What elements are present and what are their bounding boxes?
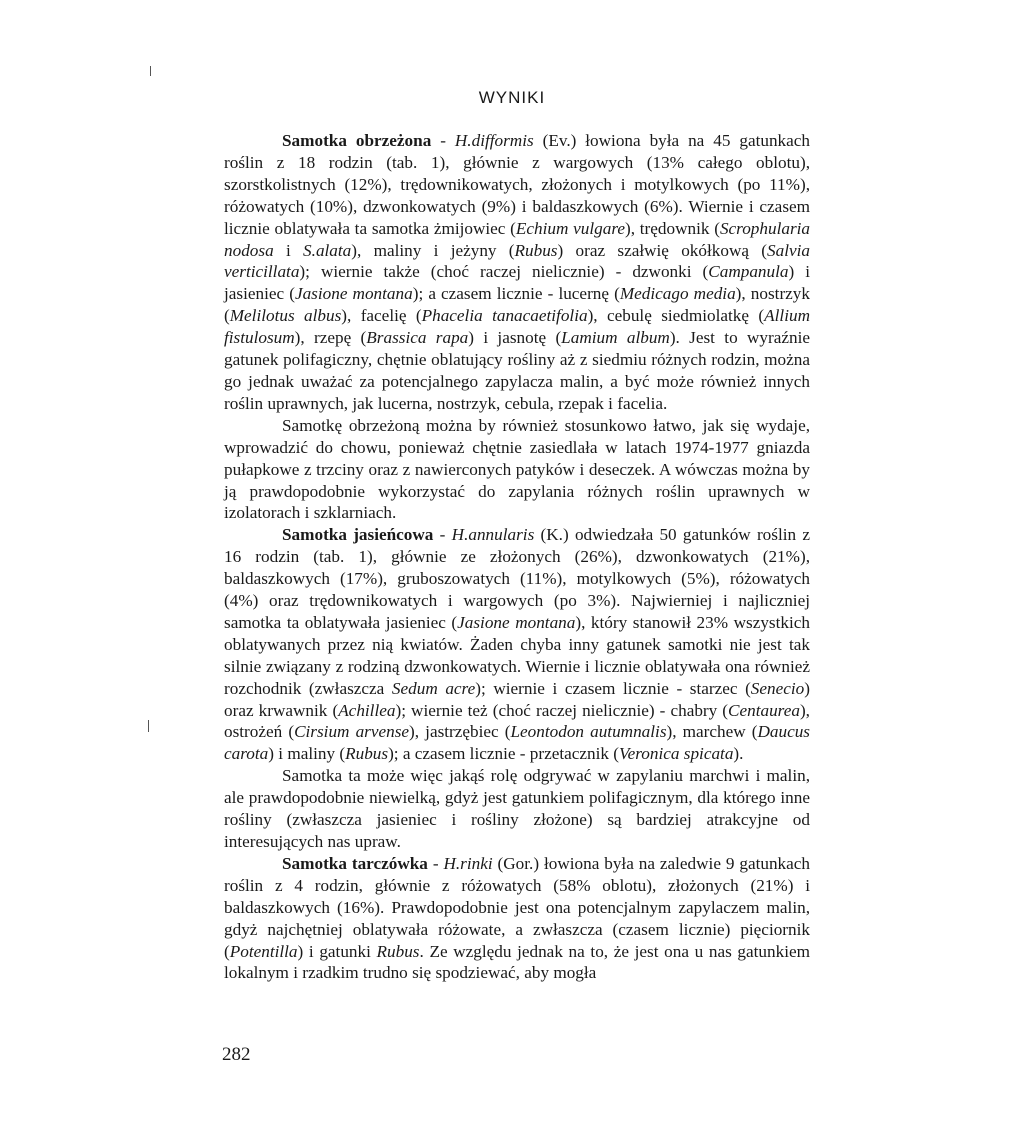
paragraph-p1: [224, 130, 810, 415]
latin-name: Potentilla: [229, 941, 298, 961]
paragraph-p3: [224, 524, 810, 765]
latin-name: Campanula: [708, 262, 789, 282]
paragraph-text: ), cebulę siedmiolatkę (: [587, 306, 765, 326]
latin-name: Sedum acre: [391, 678, 476, 698]
latin-name: Lamium album: [561, 328, 670, 348]
paragraph-text: ); wiernie także (choć raczej nielicznie) - dzwonki (: [299, 262, 709, 282]
latin-name: Rubus: [376, 941, 420, 961]
section-heading: WYNIKI: [478, 88, 546, 107]
paragraph-text: ), maliny i jeżyny (: [351, 240, 515, 260]
paragraph-text: -: [433, 525, 452, 545]
latin-name: Jasione montana: [294, 284, 413, 304]
latin-name: Salvia verticillata: [224, 240, 810, 282]
paragraph-p4: [224, 765, 810, 853]
latin-name: Brassica rapa: [366, 328, 469, 348]
paragraph-text: (Gor.) łowiona była na zaledwie 9 gatunkach roślin z 4 rodzin, głównie z różowatych (58% oblotu), złożonych (21%) i baldaszkowych (16%). Prawdopodobnie jest ona potencjalnym zapylaczem malin, gdyż najchętniej oblatywała różowate, a zwłaszcza (czasem licznie) pięciornik (: [224, 853, 810, 961]
paragraph-text: ); wiernie też (choć raczej nielicznie) - chabry (: [395, 700, 729, 720]
paragraph-p5: [224, 853, 810, 984]
paragraph-text: ) oraz szałwię okółkową (: [557, 240, 768, 260]
paragraph-text: Samotka ta może więc jakąś rolę odgrywać w zapylaniu marchwi i malin, ale prawdopodobnie niewielką, gdyż jest gatunkiem polifagicznym, dla którego inne rośliny (zwłaszcza jasieniec i rośliny złożone) są bardziej atrakcyjne od interesujących nas upraw.: [224, 766, 810, 851]
paragraph-text: i: [273, 240, 304, 260]
paragraph-text: -: [427, 853, 444, 873]
latin-name: Senecio: [750, 678, 805, 698]
latin-name: Medicago media: [619, 284, 736, 304]
paragraph-text: ).: [733, 744, 744, 764]
paragraph-text: (K.) odwiedzała 50 gatunków roślin z 16 rodzin (tab. 1), głównie ze złożonych (26%), dzwonkowatych (21%), baldaszkowych (17%), gruboszowatych (11%), motylkowych (5%), różowatych (4%) oraz trędownikowatych i wargowych (po 3%). Najwierniej i najliczniej samotka ta oblatywała jasieniec (: [224, 525, 810, 632]
latin-name: Cirsium arvense: [294, 722, 410, 742]
paragraph-text: ); a czasem licznie - lucernę (: [412, 284, 620, 304]
scan-artifact: [150, 66, 151, 76]
paragraph-text: ), ostrożeń (: [224, 700, 810, 742]
latin-name: Daucus carota: [224, 722, 810, 764]
body-text: [224, 130, 810, 984]
latin-name: Echium vulgare: [515, 218, 626, 238]
page-number: 282: [222, 1044, 251, 1065]
latin-name: H.difformis: [454, 131, 534, 150]
latin-name: Scrophularia nodosa: [224, 218, 811, 260]
paragraph-text: ) i jasnotę (: [468, 328, 562, 348]
paragraph-text: ), jastrzębiec (: [409, 722, 511, 742]
latin-name: H.annularis: [451, 525, 535, 545]
paragraph-text: ), nostrzyk (: [224, 284, 810, 326]
latin-name: Veronica spicata: [619, 744, 734, 764]
latin-name: Achillea: [338, 700, 396, 720]
latin-name: S.alata: [303, 240, 352, 260]
paragraph-text: ), rzepę (: [294, 328, 367, 348]
paragraph-text: Samotkę obrzeżoną można by również stosunkowo łatwo, jak się wydaje, wprowadzić do chowu, ponieważ chętnie zasiedlała w latach 1974-1977 gniazda pułapkowe z trzciny oraz z nawierconych patyków i deseczek. A wówczas można by ją prawdopodobnie wykorzystać do zapylania różnych roślin uprawnych w izolatorach i szklarniach.: [224, 415, 810, 523]
paragraph-p2: [224, 415, 810, 525]
latin-name: H.rinki: [443, 853, 493, 873]
species-heading: Samotka tarczówka: [282, 853, 428, 873]
paragraph-text: ) i jasieniec (: [224, 262, 811, 304]
latin-name: Allium fistulosum: [224, 306, 810, 348]
latin-name: Melilotus albus: [229, 306, 342, 326]
latin-name: Rubus: [345, 744, 389, 764]
paragraph-text: ) oraz krwawnik (: [224, 678, 810, 720]
latin-name: Phacelia tanacaetifolia: [421, 306, 588, 326]
paragraph-text: ). Jest to wyraźnie gatunek polifagiczny, chętnie oblatujący rośliny aż z siedmiu różnych rodzin, można go jednak uważać za potencjalnego zapylacza malin, a być może również innych roślin uprawnych, jak lucerna, nostrzyk, cebula, rzepak i facelia.: [224, 328, 810, 413]
latin-name: Leontodon autumnalis: [510, 722, 667, 742]
paragraph-text: (Ev.) łowiona była na 45 gatunkach roślin z 18 rodzin (tab. 1), głównie z wargowych (13% całego oblotu), szorstkolistnych (12%), trędownikowatych, złożonych i motylkowych (po 11%), różowatych (10%), dzwonkowatych (9%) i baldaszkowych (6%). Wiernie i czasem licznie oblatywała ta samotka żmijowiec (: [224, 131, 810, 238]
latin-name: Jasione montana: [457, 612, 576, 632]
latin-name: Centaurea: [728, 700, 800, 720]
paragraph-text: ); a czasem licznie - przetacznik (: [388, 744, 620, 764]
paragraph-text: ); wiernie i czasem licznie - starzec (: [475, 678, 751, 698]
paragraph-text: . Ze względu jednak na to, że jest ona u nas gatunkiem lokalnym i rzadkim trudno się spodziewać, aby mogła: [224, 941, 810, 983]
species-heading: Samotka obrzeżona: [282, 131, 432, 150]
paragraph-text: -: [431, 131, 455, 150]
paragraph-text: ) i gatunki: [297, 941, 377, 961]
paragraph-text: ), facelię (: [341, 306, 422, 326]
paragraph-text: ), który stanowił 23% wszystkich oblatywanych przez nią kwiatów. Żaden chyba inny gatunek samotki nie jest tak silnie związany z rodziną dzwonkowatych. Wiernie i licznie oblatywała ona również rozchodnik (zwłaszcza: [224, 612, 810, 698]
paragraph-text: ) i maliny (: [268, 744, 346, 764]
species-heading: Samotka jasieńcowa: [282, 525, 434, 545]
paragraph-text: ), marchew (: [666, 722, 758, 742]
latin-name: Rubus: [514, 240, 558, 260]
paragraph-text: ), trędownik (: [625, 218, 720, 238]
scan-artifact: [148, 720, 149, 732]
